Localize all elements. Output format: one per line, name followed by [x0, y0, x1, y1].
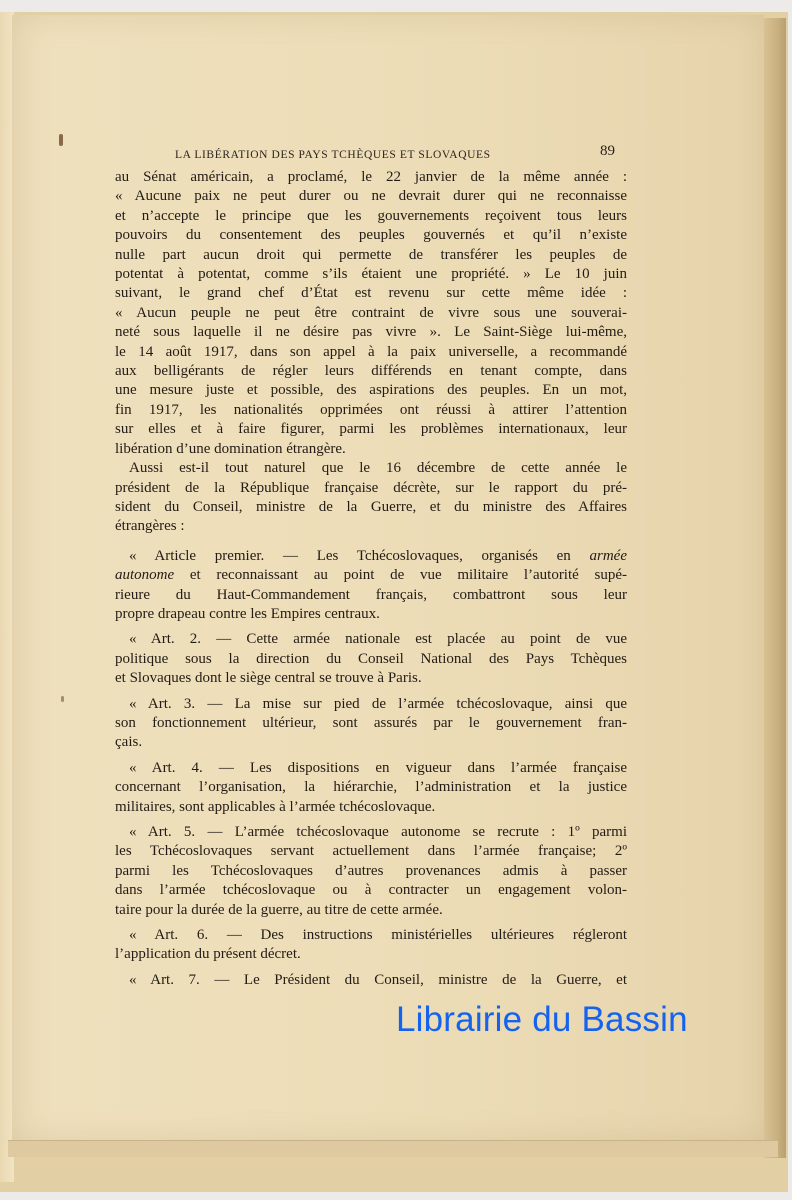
paragraph	[115, 459, 627, 537]
article-6	[115, 926, 627, 965]
article-3	[115, 695, 627, 753]
text-line: çais.	[115, 734, 143, 751]
text-line: une mesure juste et possible, des aspirations des peuples. En un mot,	[115, 382, 627, 399]
text-line	[115, 566, 627, 585]
italic-text: armée	[589, 547, 627, 564]
text-line: parmi les Tchécoslovaques d’autres provenances admis à passer	[115, 862, 627, 879]
text-line: au Sénat américain, a proclamé, le 22 janvier de la même année :	[115, 169, 627, 185]
text-line: sident du Conseil, ministre de la Guerre, et du ministre des Affaires	[115, 498, 627, 515]
bottom-page-edge	[8, 1140, 778, 1157]
text-line: fin 1917, les nationalités opprimées ont réussi à attirer l’attention	[115, 401, 627, 418]
text-line: politique sous la direction du Conseil National des Pays Tchèques	[115, 650, 627, 667]
text-line: Aussi est-il tout naturel que le 16 décembre de cette année le	[129, 460, 627, 477]
article-2	[115, 630, 627, 688]
text-line: « Aucun peuple ne peut être contraint de vivre sous une souverai-	[115, 304, 627, 321]
text-line: militaires, sont applicables à l’armée tchécoslovaque.	[115, 798, 436, 815]
text-line: potentat à potentat, comme s’ils étaient une propriété. » Le 10 juin	[115, 266, 627, 283]
text-fragment: et reconnaissant au point de vue militaire l’autorité supé-	[174, 567, 627, 584]
text-line: dans l’armée tchécoslovaque ou à contracter un engagement volon-	[115, 882, 627, 899]
paper-blemish	[59, 134, 63, 146]
right-page-edge	[764, 18, 786, 1158]
text-line: son fonctionnement ultérieur, sont assurés par le gouvernement fran-	[115, 714, 627, 731]
text-line: propre drapeau contre les Empires centraux.	[115, 605, 380, 622]
text-line: le 14 août 1917, dans son appel à la paix universelle, a recommandé	[115, 343, 627, 360]
page-body	[115, 168, 627, 990]
italic-text: autonome	[115, 567, 175, 584]
article-lead: « Article premier. — Les Tchécoslovaques, organisés en	[129, 547, 590, 564]
running-title: LA LIBÉRATION DES PAYS TCHÈQUES ET SLOVAQUES	[175, 149, 491, 161]
text-line: « Art. 7. — Le Président du Conseil, ministre de la Guerre, et	[129, 971, 627, 988]
text-line: libération d’une domination étrangère.	[115, 440, 346, 457]
text-line: aux belligérants de régler leurs différends en tenant compte, dans	[115, 363, 627, 380]
article-5	[115, 823, 627, 920]
text-line: les Tchécoslovaques servant actuellement dans l’armée française; 2º	[115, 843, 627, 860]
paper-blemish	[61, 696, 64, 702]
text-line: et n’accepte le principe que les gouvernements reçoivent tous leurs	[115, 207, 627, 224]
text-line: « Art. 2. — Cette armée nationale est placée au point de vue	[129, 631, 627, 648]
text-line: « Art. 3. — La mise sur pied de l’armée tchécoslovaque, ainsi que	[129, 695, 627, 712]
text-line: concernant l’organisation, la hiérarchie, l’administration et la justice	[115, 779, 627, 796]
text-line	[115, 547, 627, 566]
text-line: nulle part aucun droit qui permette de transférer les peuples de	[115, 246, 627, 263]
text-line: rieure du Haut-Commandement français, combattront sous leur	[115, 586, 627, 603]
page-header	[175, 145, 615, 163]
text-line: « Art. 5. — L’armée tchécoslovaque autonome se recrute : 1º parmi	[129, 824, 627, 840]
text-line: « Art. 4. — Les dispositions en vigueur dans l’armée française	[129, 759, 627, 776]
text-line: président de la République française décrète, sur le rapport du pré-	[115, 479, 627, 496]
text-line: et Slovaques dont le siège central se trouve à Paris.	[115, 670, 422, 687]
article-7	[115, 971, 627, 990]
text-line: sur elles et à faire figurer, parmi les problèmes internationaux, leur	[115, 421, 627, 438]
article-4	[115, 759, 627, 817]
article-1	[115, 547, 627, 625]
watermark: Librairie du Bassin	[396, 1000, 688, 1039]
text-line: « Art. 6. — Des instructions ministérielles ultérieures régleront	[129, 927, 627, 944]
text-line: étrangères :	[115, 518, 185, 535]
text-line: taire pour la durée de la guerre, au titre de cette armée.	[115, 901, 443, 918]
text-line: « Aucune paix ne peut durer ou ne devrait durer qui ne reconnaisse	[115, 188, 627, 205]
page-number: 89	[600, 143, 615, 159]
text-line: pouvoirs du consentement des peuples gouvernés et qu’il n’existe	[115, 227, 627, 244]
paragraph	[115, 168, 627, 459]
text-line: l’application du présent décret.	[115, 946, 301, 963]
text-line: neté sous laquelle il ne désire pas vivre ». Le Saint-Siège lui-même,	[115, 324, 627, 341]
text-line: suivant, le grand chef d’État est revenu sur cette même idée :	[115, 285, 627, 302]
